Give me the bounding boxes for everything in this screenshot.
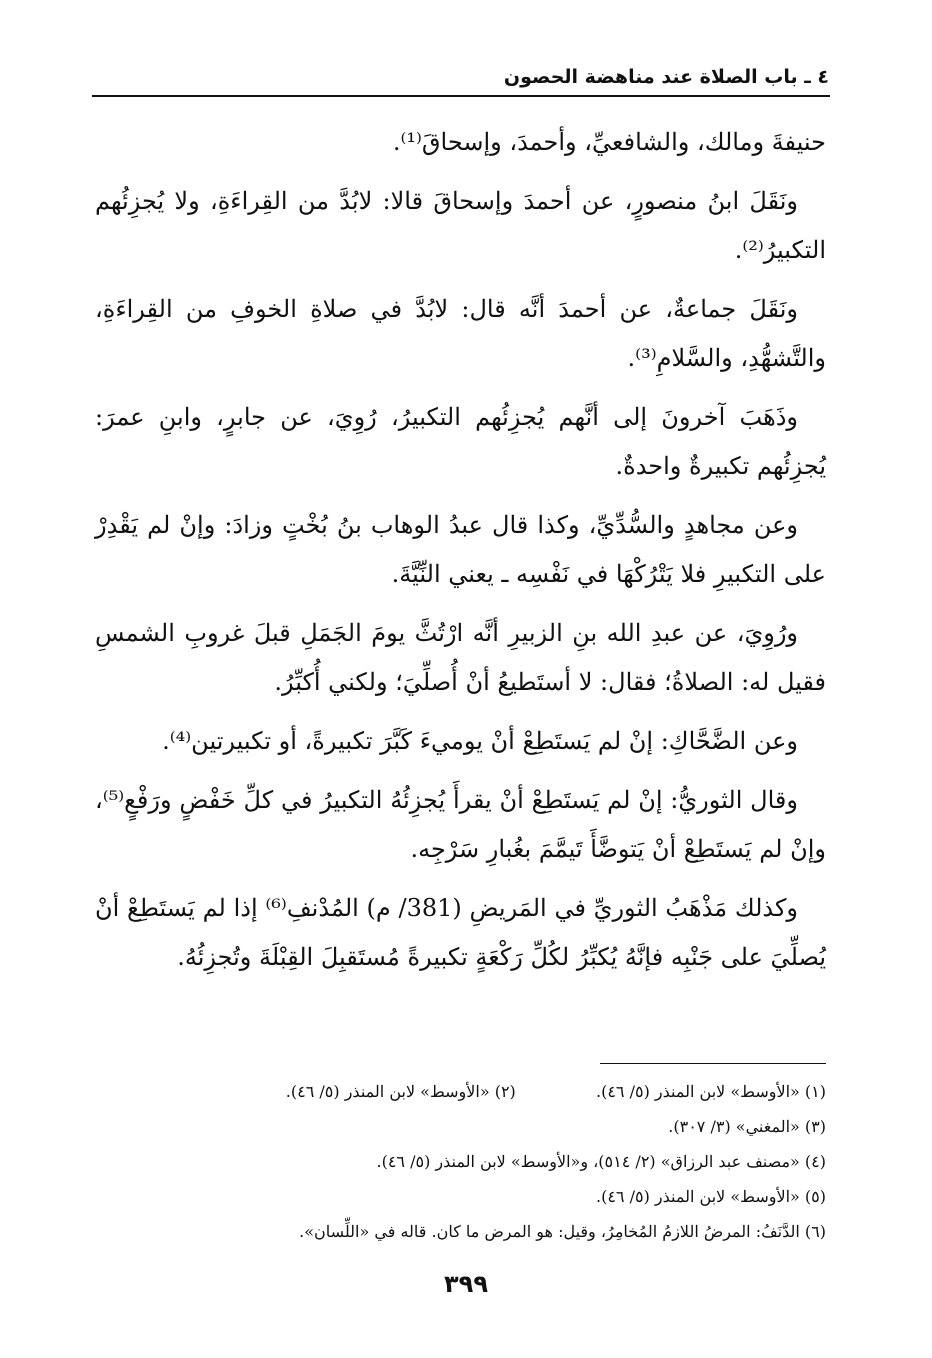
paragraph: وقال الثوريُّ: إنْ لم يَستَطِعْ أنْ يقرأَ يُجزِئُهُ التكبيرُ في كلِّ خَفْضٍ ورَفْعٍ⁽⁵⁾، وإنْ لم يَستَطِعْ أنْ يَتوضَّأَ تَيمَّمَ بغُبارِ سَرْجِه. [95,786,826,863]
paragraph: حنيفةَ ومالك، والشافعيِّ، وأحمدَ، وإسحاقَ⁽¹⁾. [392,128,826,156]
footnote-row [95,1109,826,1144]
page-number: ٣٩٩ [444,1270,488,1298]
footnote: (٦) الدَّنَفُ: المرضُ اللازمُ المُخامِرُ، وقيل: هو المرض ما كان. قاله في «اللِّسان». [299,1222,826,1241]
footnote: (١) «الأوسط» لابن المنذر (٥/ ٤٦). [595,1082,826,1101]
footnote: (٢) «الأوسط» لابن المنذر (٥/ ٤٦). [285,1082,516,1101]
paragraph: ونَقَلَ جماعةٌ، عن أحمدَ أنَّه قال: لابُدَّ في صلاةِ الخوفِ من القِراءَةِ، والتَّشهُّدِ، والسَّلامِ⁽³⁾. [95,295,826,372]
paragraph: وذَهَبَ آخرونَ إلى أنَّهم يُجزِئُهم التكبيرُ، رُوِيَ، عن جابرٍ، وابنِ عمرَ: يُجزِئُهم تكبيرةٌ واحدةٌ. [95,403,826,480]
footnote: (٤) «مصنف عبد الرزاق» (٢/ ٥١٤)، و«الأوسط» لابن المنذر (٥/ ٤٦). [376,1152,826,1171]
footnotes [95,1074,826,1249]
footnote: (٥) «الأوسط» لابن المنذر (٥/ ٤٦). [595,1187,826,1206]
paragraph: وعن مجاهدٍ والسُّدِّيِّ، وكذا قال عبدُ الوهاب بنُ بُخْتٍ وزادَ: وإنْ لم يَقْدِرْ على التكبيرِ فلا يَتْرُكْهَا في نَفْسِه ـ يعني النِّيَّةَ. [95,511,826,588]
running-head: ٤ ـ باب الصلاة عند مناهضة الحصون [503,66,829,88]
main-text [95,118,826,992]
paragraph: ونَقَلَ ابنُ منصورٍ، عن أحمدَ وإسحاقَ قالا: لابُدَّ من القِراءَةِ، ولا يُجزِئُهم التكبيرُ⁽²⁾. [95,187,826,264]
paragraph: وعن الضَّحَّاكِ: إنْ لم يَستَطِعْ أنْ يوميءَ كَبَّرَ تكبيرةً، أو تكبيرتين⁽⁴⁾. [162,727,798,755]
footnote-row [95,1214,826,1249]
paragraph: وكذلك مَذْهَبُ الثوريِّ في المَريضِ (381/ م) المُدْنفِ⁽⁶⁾ إذا لم يَستَطِعْ أنْ يُصلِّيَ على جَنْبِه فإنَّهُ يُكبِّرُ لكُلِّ رَكْعَةٍ تكبيرةً مُستَقبِلَ القِبْلَةَ وتُجزِئُهُ. [95,894,826,971]
footnote-row [95,1074,826,1109]
footnote-row [95,1179,826,1214]
footnote-rule [600,1063,826,1064]
header-rule [92,95,830,97]
paragraph: ورُوِيَ، عن عبدِ الله بنِ الزبيرِ أنَّه ارْتُثَّ يومَ الجَمَلِ قبلَ غروبِ الشمسِ فقيل له: الصلاةُ؛ فقال: لا أستَطيعُ أنْ أُصلِّيَ؛ ولكني أُكبِّرُ. [95,619,826,696]
footnote-row [95,1144,826,1179]
footnote: (٣) «المغني» (٣/ ٣٠٧). [668,1117,826,1136]
